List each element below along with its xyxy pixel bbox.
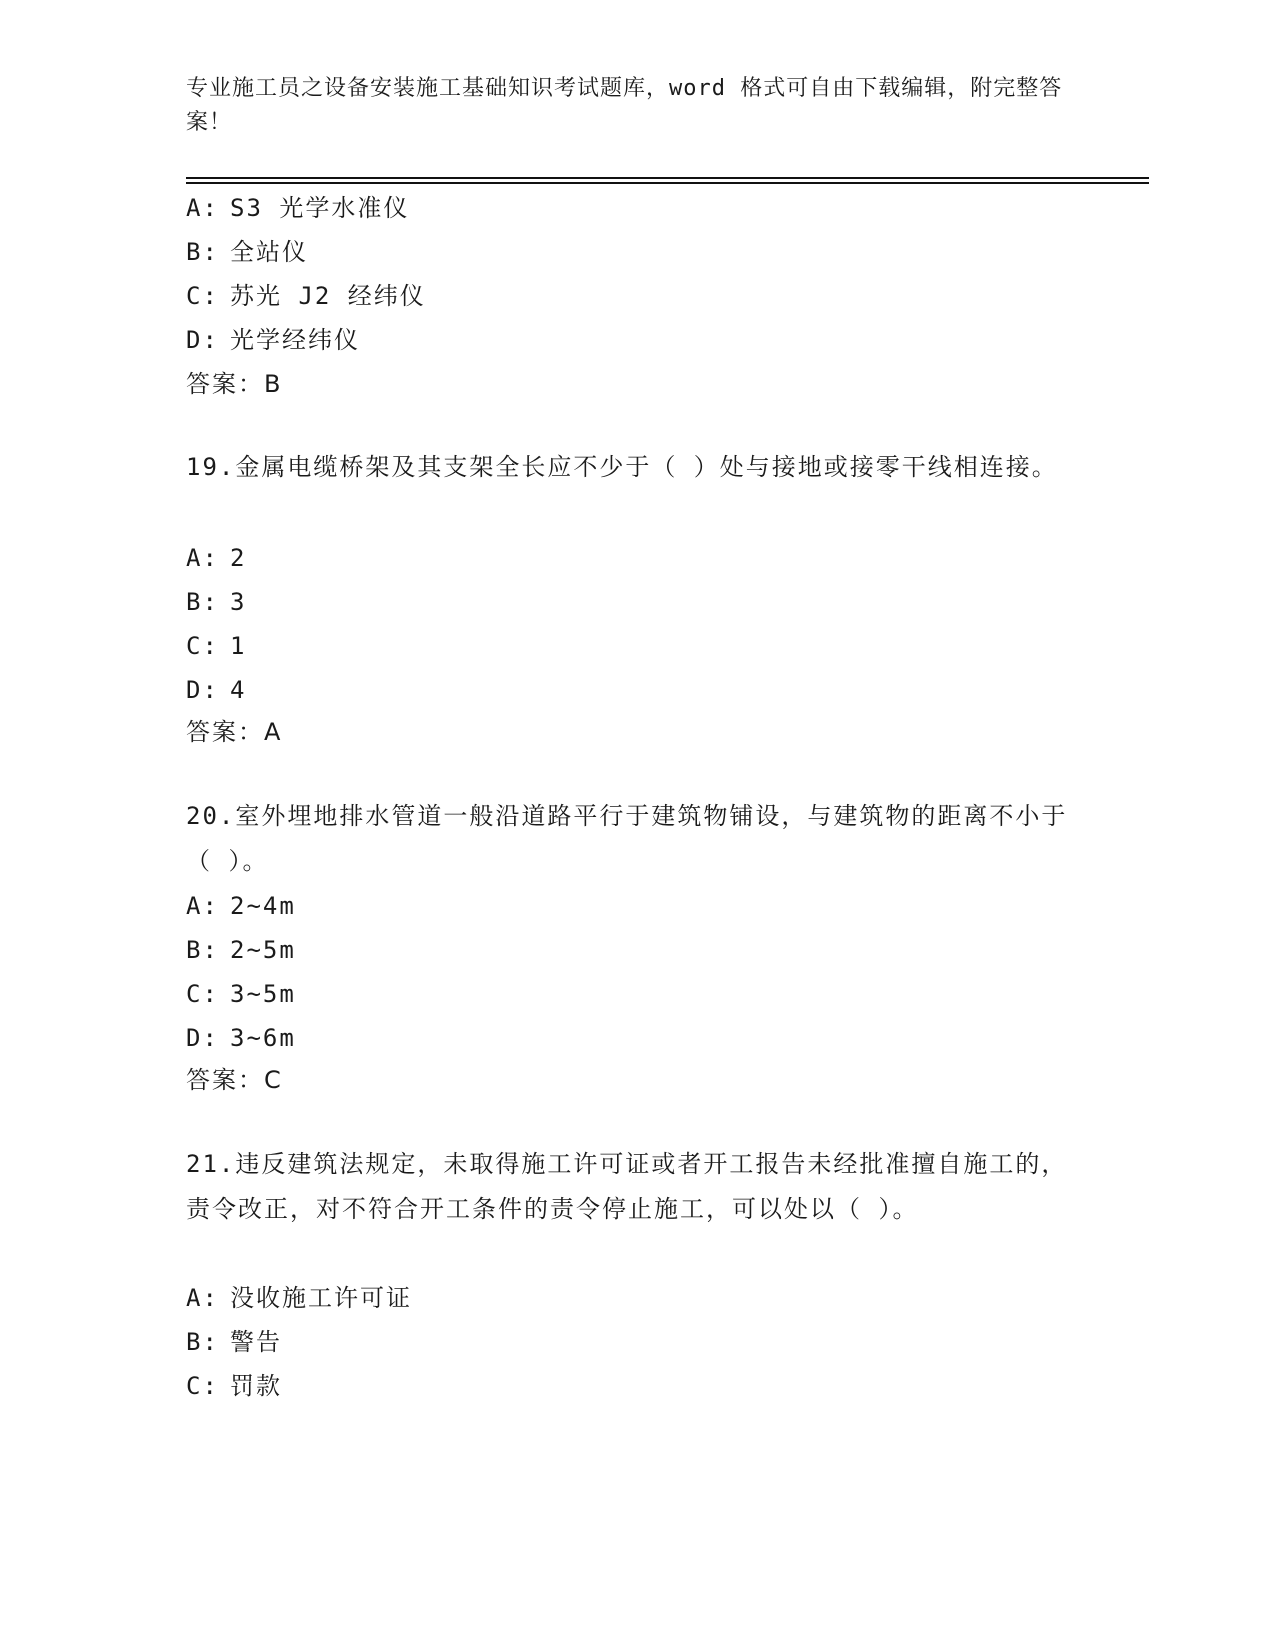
option-label: B: (186, 238, 219, 266)
option-label: D: (186, 326, 219, 354)
option-text: 警告 (230, 1328, 282, 1356)
option-label: A: (186, 892, 219, 920)
option-row (186, 543, 246, 573)
option-text: 苏光 J2 经纬仪 (230, 282, 426, 310)
option-text: 2~4m (230, 892, 296, 920)
option-text: 2~5m (230, 936, 296, 964)
header-divider (186, 182, 1149, 184)
option-text: 3 (230, 588, 247, 616)
answer-line: 答案：A (186, 718, 283, 746)
option-label: A: (186, 194, 219, 222)
question-text: 19.金属电缆桥架及其支架全长应不少于（ ）处与接地或接零干线相连接。 (186, 453, 1058, 481)
option-text: 3~6m (230, 1024, 296, 1052)
document-header: 专业施工员之设备安装施工基础知识考试题库，word 格式可自由下载编辑，附完整答案！ (186, 76, 1063, 135)
option-text: 3~5m (230, 980, 296, 1008)
question-text: 20.室外埋地排水管道一般沿道路平行于建筑物铺设，与建筑物的距离不小于（ ）。 (186, 802, 1068, 875)
option-label: C: (186, 282, 219, 310)
option-row (186, 193, 409, 223)
option-text: 1 (230, 632, 247, 660)
option-text: 全站仪 (230, 238, 308, 266)
option-text: 没收施工许可证 (230, 1284, 412, 1312)
option-label: B: (186, 588, 219, 616)
option-label: C: (186, 980, 219, 1008)
option-text: S3 光学水准仪 (230, 194, 410, 222)
option-row (186, 1023, 296, 1053)
option-row (186, 325, 360, 355)
option-row (186, 1371, 282, 1401)
option-text: 4 (230, 676, 247, 704)
option-text: 光学经纬仪 (230, 326, 360, 354)
option-row (186, 979, 296, 1009)
option-label: D: (186, 676, 219, 704)
option-label: C: (186, 1372, 219, 1400)
option-text: 罚款 (230, 1372, 282, 1400)
option-row (186, 1327, 282, 1357)
header-divider (186, 177, 1149, 179)
option-label: A: (186, 544, 219, 572)
option-label: D: (186, 1024, 219, 1052)
option-row (186, 281, 426, 311)
option-row (186, 237, 308, 267)
question-text: 21.违反建筑法规定，未取得施工许可证或者开工报告未经批准擅自施工的，责令改正，对不符合开工条件的责令停止施工，可以处以（ ）。 (186, 1150, 1068, 1223)
option-row (186, 1283, 412, 1313)
option-text: 2 (230, 544, 247, 572)
option-label: A: (186, 1284, 219, 1312)
option-row (186, 891, 296, 921)
answer-line: 答案：C (186, 1066, 283, 1094)
option-row (186, 935, 296, 965)
option-row (186, 587, 246, 617)
option-row (186, 631, 246, 661)
option-label: B: (186, 1328, 219, 1356)
option-label: B: (186, 936, 219, 964)
answer-line: 答案：B (186, 370, 283, 398)
option-row (186, 675, 246, 705)
option-label: C: (186, 632, 219, 660)
